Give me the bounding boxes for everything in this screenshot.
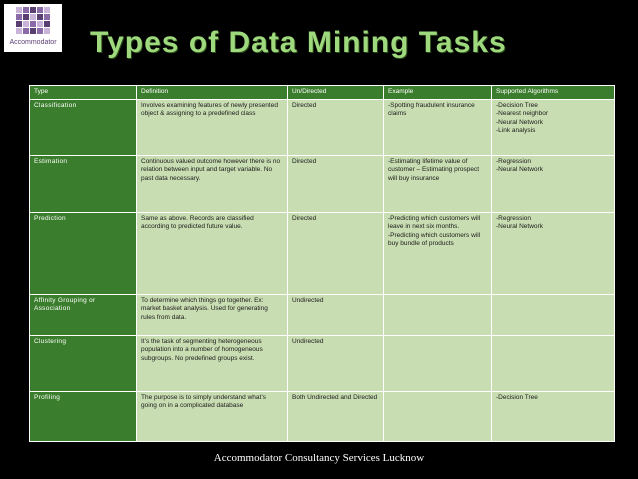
table-row — [30, 213, 615, 295]
table-row — [30, 336, 615, 392]
row-algorithms — [492, 336, 615, 392]
row-definition: To determine which things go together. Ex: market basket analysis. Used for generating rules from data. — [137, 295, 288, 336]
table-row — [30, 392, 615, 442]
row-definition: The purpose is to simply understand what’s going on in a complicated database — [137, 392, 288, 442]
row-directed: Directed — [288, 213, 384, 295]
logo-label: Accommodator — [9, 39, 57, 46]
row-type: Profiling — [30, 392, 137, 442]
company-logo — [4, 4, 62, 52]
row-type: Clustering — [30, 336, 137, 392]
row-algorithms: -Decision Tree -Nearest neighbor -Neural Network -Link analysis — [492, 100, 615, 156]
row-algorithms: -Regression -Neural Network — [492, 213, 615, 295]
row-type: Classification — [30, 100, 137, 156]
row-definition: Same as above. Records are classified according to predicted future value. — [137, 213, 288, 295]
row-algorithms: -Decision Tree — [492, 392, 615, 442]
row-example: -Spotting fraudulent insurance claims — [384, 100, 492, 156]
row-directed: Directed — [288, 156, 384, 213]
header-definition: Definition — [137, 86, 288, 100]
table-row — [30, 295, 615, 336]
table-row — [30, 156, 615, 213]
footer-text: Accommodator Consultancy Services Lucknow — [213, 452, 425, 464]
header-directed: Un/Directed — [288, 86, 384, 100]
row-type: Prediction — [30, 213, 137, 295]
data-mining-tasks-table — [29, 85, 615, 442]
row-definition: It’s the task of segmenting heterogeneous population into a number of homogeneous subgroups. No predefined groups exist. — [137, 336, 288, 392]
header-example: Example — [384, 86, 492, 100]
row-example: -Predicting which customers will leave in next six months. -Predicting which customers will buy bundle of products — [384, 213, 492, 295]
row-algorithms: -Regression -Neural Network — [492, 156, 615, 213]
row-directed: Directed — [288, 100, 384, 156]
row-directed: Undirected — [288, 336, 384, 392]
row-example — [384, 392, 492, 442]
table-header-row — [30, 86, 615, 100]
row-algorithms — [492, 295, 615, 336]
row-definition: Involves examining features of newly presented object & assigning to a predefined class — [137, 100, 288, 156]
row-type: Estimation — [30, 156, 137, 213]
logo-grid-icon — [16, 7, 50, 37]
row-directed: Undirected — [288, 295, 384, 336]
row-definition: Continuous valued outcome however there is no relation between input and target variable. No past data necessary. — [137, 156, 288, 213]
header-algorithms: Supported Algorithms — [492, 86, 615, 100]
row-example — [384, 336, 492, 392]
row-example — [384, 295, 492, 336]
row-example: -Estimating lifetime value of customer – Estimating prospect will buy insurance — [384, 156, 492, 213]
slide-title: Types of Data Mining Tasks — [90, 26, 507, 59]
row-directed: Both Undirected and Directed — [288, 392, 384, 442]
table-row — [30, 100, 615, 156]
row-type: Affinity Grouping or Association — [30, 295, 137, 336]
header-type: Type — [30, 86, 137, 100]
